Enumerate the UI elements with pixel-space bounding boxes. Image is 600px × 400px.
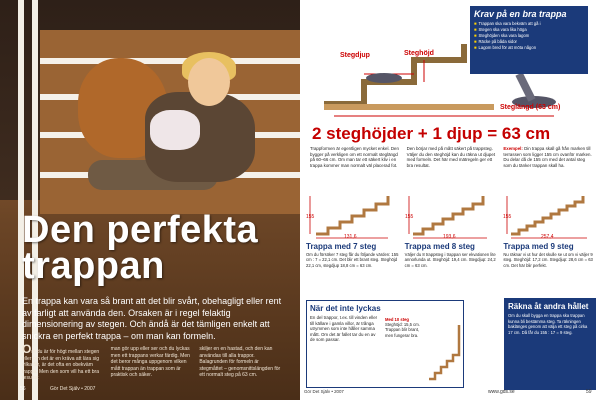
headline-line-2: trappan	[22, 245, 165, 287]
example-label: Exempel:	[503, 146, 523, 151]
label-steglangd: Steglängd (63 cm)	[500, 104, 561, 111]
intro-column-1: Trappformen är egentligen mycket enkel. Den bygger på verkligen om ett normalt steglängd på 60–66 cm. Om man tar ett säkert kliv i en trappa kommer man normalt väl placerad fot.	[310, 146, 399, 168]
label-stegdjup: Stegdjup	[340, 52, 370, 59]
stair-diagram-7	[306, 188, 398, 240]
footer-left: Gör Det Själv • 2007	[50, 386, 96, 392]
requirement-item: ■ Stegen ska vara lika höga	[474, 27, 527, 32]
drop-cap: O	[22, 342, 32, 356]
panel-height: 155	[306, 214, 315, 220]
stair-diagram-8	[405, 188, 497, 240]
intro-column-3: Exempel: Din trappa skall gå från marken till terrassen som ligger 155 cm ovanför marken. Du delar då de 155 cm med det antal steg som du tänker trappan skall ha.	[503, 146, 592, 168]
body-column-3: skiljer en en hastad, och den kan användas till alla trappor. Balagrunden för formeln är stegmåttet – genomsnittslängden för ett normalt steg på 63 cm.	[199, 346, 281, 378]
intro-columns	[310, 146, 594, 168]
stair-diagram-9	[503, 188, 595, 240]
panel-text: Väljer du 8 trappsteg i trappan ser ekvationen lite annorlunda ut. Steghöjd: 19,4 cm. Stegdjup: 24,2 cm = 63 cm.	[404, 252, 496, 268]
requirements-title: Krav på en bra trappa	[474, 9, 567, 19]
website-link[interactable]: www.gds.se	[488, 389, 515, 395]
calculate-other-way-box	[504, 298, 596, 390]
right-page	[300, 0, 600, 400]
rakna-title: Räkna åt andra hållet	[508, 302, 589, 311]
requirement-item: ■ Trappan ska vara bekväm att gå i	[474, 21, 541, 26]
steep-stair-diagram	[427, 321, 461, 381]
requirement-item: ■ Lagom bred för att möta någon	[474, 45, 537, 50]
requirement-item: ■ Räcke på båda sidor	[474, 39, 517, 44]
label-steghojd: Steghöjd	[404, 50, 434, 57]
panel-title: Trappa med 8 steg	[404, 242, 475, 251]
panel-text: Nu räknar vi ut hur det skulle se ut om vi väljer 9 steg. Steghöjd: 17,2 cm. Stegdjup: 28,6 cm = 63 cm. Det här blir perfekt.	[503, 252, 593, 268]
doll-photo	[150, 110, 200, 150]
page-number-right: 59	[586, 389, 592, 395]
stair-panel-7	[306, 188, 399, 268]
stair-formula: 2 steghöjder + 1 djup = 63 cm	[312, 124, 551, 143]
when-side-note: Med 10 steg Steghöjd: 15,5 cm. Trappan blir brant, men fungerar bra.	[385, 317, 420, 338]
panel-text: Om du försöker 7 steg får du följande värden: 155 cm : 7 = 22,1 cm. Det blir ett brant steg. Steghöjd 22,1 cm, stegdjup 18,8 cm = 63 cm.	[306, 252, 399, 268]
headline-line-1: Den perfekta	[22, 209, 259, 251]
panel-length: 257,4	[541, 234, 554, 240]
panel-title: Trappa med 7 steg	[306, 242, 377, 251]
rakna-text: Om du skall bygga en trappa ska trappan kunna bli bestämma steg. Ta räkningen baklänges genom att välja ett steg på cirka 17 cm. Då får du 155 : 17 = 9 steg.	[508, 313, 588, 335]
article-ingress: En trappa kan vara så brant att det blir svårt, obehagligt eller rent av farligt att använda den. Orsaken är i regel felaktig dimensionering av stegen. Och ändå är det tämligen enkelt att snickra en perfekt trappa – om man kan formeln.	[22, 296, 282, 341]
requirement-item: ■ Steghöjden ska vara lagom	[474, 33, 530, 38]
article-headline	[22, 209, 259, 287]
footer-right-left: Gör Det Själv • 2007	[304, 389, 344, 394]
requirements-box	[470, 6, 588, 74]
stair-comparison-panels	[306, 188, 596, 268]
when-it-fails-box	[306, 300, 464, 388]
body-column-2: man gör upp eller ser och du lyckas men ett trappans verkar färdig. Men det beror många uppgenom vilken mått trappan än trappan som är praktisk och säker.	[110, 346, 190, 378]
stair-panel-8	[405, 188, 498, 268]
panel-title: Trappa med 9 steg	[503, 242, 574, 251]
intro-column-2: Den börjar med på mått säkert på trappsteg. Väljer du den steghöjd kan du räkna ut djupet med formeln. Det här med mätregeln ger ett bra resultat.	[406, 146, 496, 168]
girl-face	[188, 58, 230, 106]
stair-panel-9	[503, 188, 596, 268]
panel-height: 155	[503, 214, 512, 220]
panel-length: 131,6	[344, 234, 357, 240]
when-text: En del trappor, t.ex. till vinden eller till källare i gamla villor, är trånga utrymmen som inte håller samma mått. Om det är fallet tar du en av de som passar.	[310, 315, 378, 343]
panel-length: 193,6	[442, 234, 456, 240]
when-title: När det inte lyckas	[310, 304, 381, 313]
body-columns	[22, 342, 282, 382]
panel-height: 155	[404, 214, 414, 220]
body-column-1-text: m du är för högt mellan stegen eller om det är en kräva att lära sig vilka får, är det ofta en obekväm trappa. Men den som vill ha ett bra resultat	[22, 349, 100, 381]
stair-tread	[40, 30, 300, 58]
body-column-1	[22, 342, 105, 382]
page-number-left: 56	[20, 386, 26, 392]
